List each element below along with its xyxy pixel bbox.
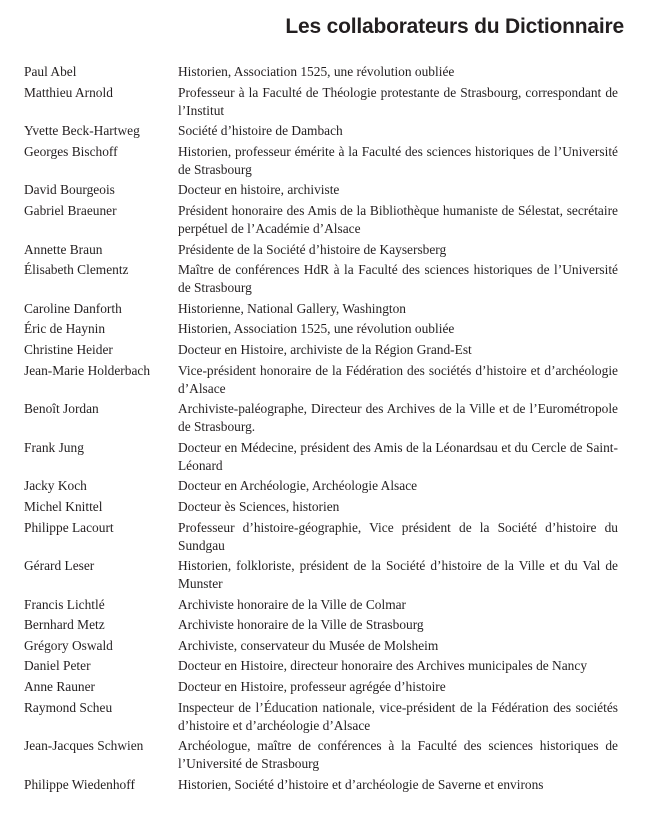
contributor-description: Docteur en Médecine, président des Amis de la Léonardsau et du Cercle de Saint-Léonard	[178, 439, 618, 473]
contributor-row	[24, 300, 618, 318]
contributor-row	[24, 122, 618, 140]
contributor-name: Grégory Oswald	[24, 637, 113, 653]
contributor-name: Michel Knittel	[24, 498, 103, 514]
contributor-row	[24, 678, 618, 696]
contributor-name: David Bourgeois	[24, 182, 115, 198]
contributor-description: Professeur à la Faculté de Théologie protestante de Strasbourg, correspondant de l’Institut	[178, 84, 618, 118]
contributor-name: Gérard Leser	[24, 558, 95, 574]
contributor-description: Archiviste honoraire de la Ville de Strasbourg	[178, 617, 424, 633]
contributor-name: Bernhard Metz	[24, 617, 105, 633]
contributor-row	[24, 439, 618, 475]
contributor-row	[24, 362, 618, 398]
contributor-row	[24, 181, 618, 199]
contributor-row	[24, 557, 618, 593]
contributor-row	[24, 616, 618, 634]
contributor-row	[24, 84, 618, 120]
contributor-description: Archéologue, maître de conférences à la Faculté des sciences historiques de l’Université de Strasbourg	[178, 738, 618, 772]
contributor-description: Présidente de la Société d’histoire de Kaysersberg	[178, 241, 447, 257]
contributor-description: Président honoraire des Amis de la Bibliothèque humaniste de Sélestat, secrétaire perpétuel de l’Académie d’Alsace	[178, 202, 618, 236]
contributor-row	[24, 498, 618, 516]
contributor-description: Docteur en Histoire, professeur agrégée d’histoire	[178, 679, 446, 695]
contributor-row	[24, 63, 618, 81]
contributor-description: Historien, professeur émérite à la Faculté des sciences historiques de l’Université de Strasbourg	[178, 143, 618, 177]
contributor-description: Maître de conférences HdR à la Faculté des sciences historiques de l’Université de Strasbourg	[178, 262, 618, 296]
contributor-name: Christine Heider	[24, 341, 113, 357]
contributor-name: Raymond Scheu	[24, 699, 113, 715]
contributor-description: Archiviste honoraire de la Ville de Colmar	[178, 596, 407, 612]
contributor-name: Annette Braun	[24, 241, 103, 257]
contributor-description: Docteur ès Sciences, historien	[178, 498, 340, 514]
contributor-description: Historienne, National Gallery, Washington	[178, 300, 406, 316]
contributor-description: Historien, Association 1525, une révolution oubliée	[178, 64, 455, 79]
contributor-row	[24, 776, 618, 794]
contributor-row	[24, 737, 618, 773]
contributor-description: Archiviste, conservateur du Musée de Molsheim	[178, 637, 439, 653]
contributor-row	[24, 699, 618, 735]
contributor-name: Éric de Haynin	[24, 321, 106, 337]
contributor-name: Daniel Peter	[24, 658, 91, 674]
contributor-description: Docteur en Archéologie, Archéologie Alsace	[178, 478, 418, 494]
contributor-description: Professeur d’histoire-géographie, Vice président de la Société d’histoire du Sundgau	[178, 519, 618, 553]
contributor-description: Docteur en Histoire, archiviste de la Région Grand-Est	[178, 341, 472, 357]
contributor-name: Yvette Beck-Hartweg	[24, 123, 140, 139]
contributor-description: Vice-président honoraire de la Fédération des sociétés d’histoire et d’archéologie d’Alsace	[178, 362, 618, 396]
contributor-name: Philippe Lacourt	[24, 519, 114, 535]
contributor-description: Société d’histoire de Dambach	[178, 123, 343, 139]
contributor-description: Historien, Société d’histoire et d’archéologie de Saverne et environs	[178, 776, 544, 792]
contributor-name: Jean-Marie Holderbach	[24, 362, 151, 378]
contributor-row	[24, 241, 618, 259]
contributor-row	[24, 143, 618, 179]
contributor-name: Jean-Jacques Schwien	[24, 738, 144, 754]
contributor-name: Francis Lichtlé	[24, 596, 105, 612]
contributor-description: Archiviste-paléographe, Directeur des Archives de la Ville et de l’Eurométropole de Strasbourg.	[178, 401, 618, 435]
contributor-row	[24, 596, 618, 614]
contributor-description: Docteur en Histoire, directeur honoraire des Archives municipales de Nancy	[178, 658, 588, 674]
contributor-description: Historien, folkloriste, président de la Société d’histoire de la Ville et du Val de Munster	[178, 558, 618, 592]
contributor-name: Benoît Jordan	[24, 401, 99, 417]
contributor-row	[24, 657, 618, 675]
contributor-name: Caroline Danforth	[24, 300, 122, 316]
contributor-name: Gabriel Braeuner	[24, 202, 117, 218]
contributor-name: Matthieu Arnold	[24, 84, 113, 100]
contributor-name: Anne Rauner	[24, 679, 96, 695]
contributor-name: Élisabeth Clementz	[24, 262, 129, 278]
contributor-row	[24, 202, 618, 238]
contributor-name: Georges Bischoff	[24, 143, 118, 159]
contributor-name: Jacky Koch	[24, 478, 87, 494]
contributor-row	[24, 341, 618, 359]
contributor-row	[24, 519, 618, 555]
page-title: Les collaborateurs du Dictionnaire	[285, 15, 624, 38]
contributor-name: Philippe Wiedenhoff	[24, 776, 135, 792]
contributor-row	[24, 261, 618, 297]
contributor-description: Docteur en histoire, archiviste	[178, 182, 340, 198]
contributor-description: Inspecteur de l’Éducation nationale, vice-président de la Fédération des sociétés d’histoire et d’archéologie d’Alsace	[178, 699, 618, 733]
contributors-list	[24, 63, 618, 796]
contributor-row	[24, 400, 618, 436]
contributor-row	[24, 637, 618, 655]
contributor-description: Historien, Association 1525, une révolution oubliée	[178, 321, 455, 337]
contributor-row	[24, 477, 618, 495]
contributor-name: Paul Abel	[24, 64, 77, 79]
contributor-name: Frank Jung	[24, 439, 84, 455]
contributor-row	[24, 320, 618, 338]
